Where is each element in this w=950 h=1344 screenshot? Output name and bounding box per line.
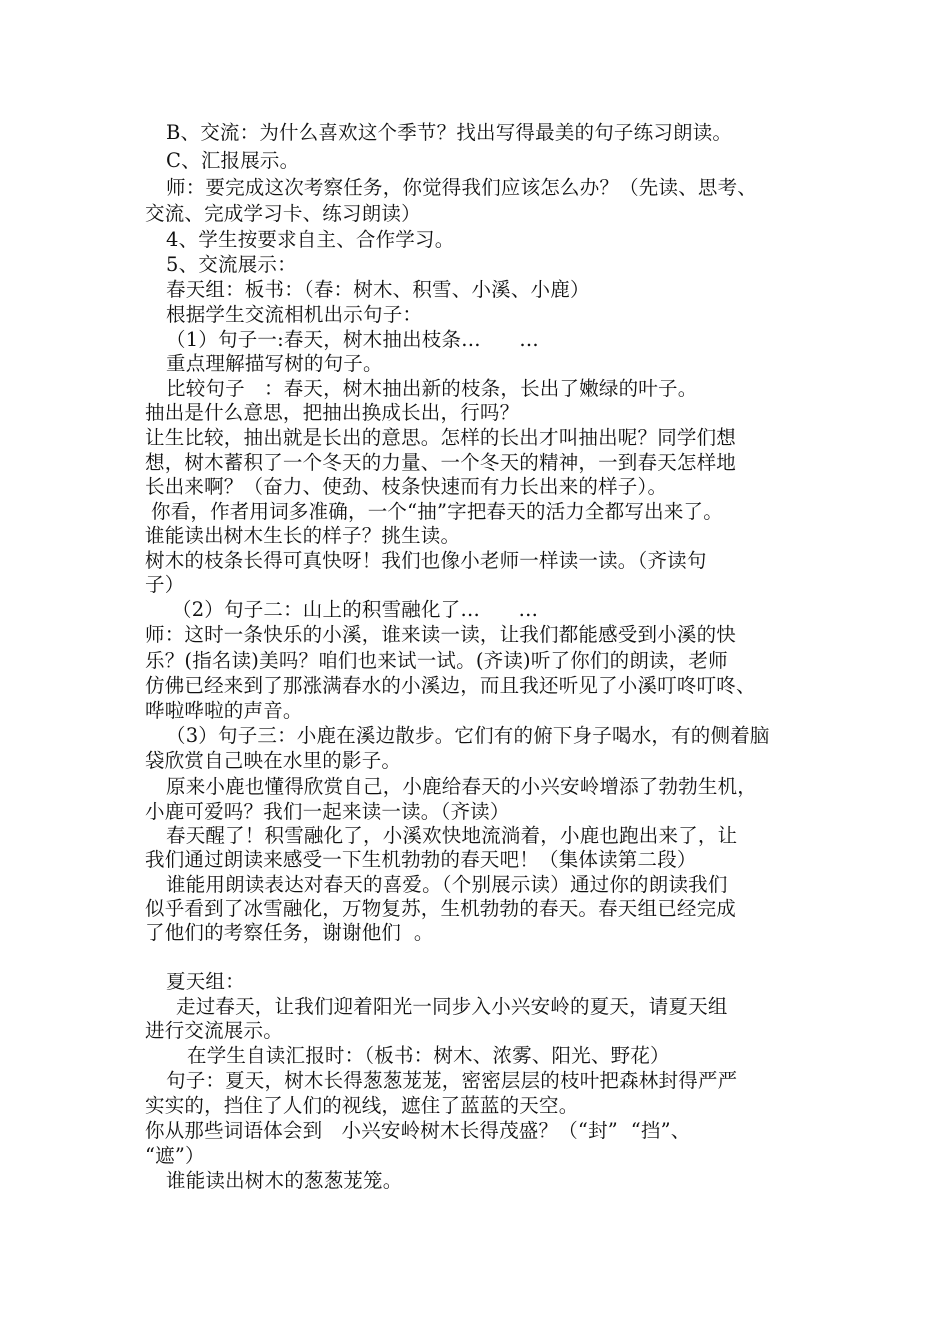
text-line: 哗啦哗啦的声音。 [145, 699, 303, 722]
text-line: 仿佛已经来到了那涨满春水的小溪边，而且我还听见了小溪叮咚叮咚、 [145, 674, 756, 697]
text-line: 想，树木蓄积了一个冬天的力量、一个冬天的精神，一到春天怎样地 [145, 451, 737, 474]
text-line: 夏天组： [166, 970, 245, 993]
text-line: 比较句子 ：春天，树木抽出新的枝条，长出了嫩绿的叶子。 [166, 377, 698, 400]
text-line: 让生比较，抽出就是长出的意思。怎样的长出才叫抽出呢？同学们想 [145, 426, 737, 449]
text-line: 走过春天，让我们迎着阳光一同步入小兴安岭的夏天，请夏天组 [176, 995, 728, 1018]
text-line: 根据学生交流相机出示句子： [166, 303, 423, 326]
text-line: 你从那些词语体会到 小兴安岭树木长得茂盛？（“封” “挡”、 [145, 1119, 691, 1142]
text-line: 了他们的考察任务，谢谢他们 。 [145, 921, 434, 944]
text-line: 你看，作者用词多准确，一个“抽”字把春天的活力全都写出来了。 [151, 500, 723, 523]
text-line: 谁能读出树木生长的样子？挑生读。 [145, 524, 461, 547]
text-line: 似乎看到了冰雪融化，万物复苏，生机勃勃的春天。春天组已经完成 [145, 897, 737, 920]
text-line: 实实的，挡住了人们的视线，遮住了蓝蓝的天空。 [145, 1094, 579, 1117]
text-line: C、汇报展示。 [166, 149, 300, 172]
text-line: 师：这时一条快乐的小溪，谁来读一读，让我们都能感受到小溪的快 [145, 623, 737, 646]
text-line: 谁能用朗读表达对春天的喜爱。（个别展示读）通过你的朗读我们 [166, 873, 728, 896]
text-line: 春天组：板书：（春：树木、积雪、小溪、小鹿） [166, 278, 590, 301]
text-line: 重点理解描写树的句子。 [166, 352, 383, 375]
text-line: 乐？(指名读)美吗？咱们也来试一试。(齐读)听了你们的朗读，老师 [145, 649, 728, 672]
text-line: 春天醒了！积雪融化了，小溪欢快地流淌着，小鹿也跑出来了，让 [166, 824, 738, 847]
text-line: 袋欣赏自己映在水里的影子。 [145, 749, 402, 772]
text-line: 原来小鹿也懂得欣赏自己，小鹿给春天的小兴安岭增添了勃勃生机， [166, 775, 758, 798]
text-line: （1）句子一:春天，树木抽出枝条… … [166, 328, 539, 351]
text-line: 4、学生按要求自主、合作学习。 [166, 228, 455, 251]
text-line: 句子：夏天，树木长得葱葱茏茏，密密层层的枝叶把森林封得严严 [166, 1069, 738, 1092]
text-line: 5、交流展示： [166, 253, 297, 276]
text-line: （2）句子二：山上的积雪融化了… … [172, 598, 539, 621]
text-line: （3）句子三：小鹿在溪边散步。它们有的俯下身子喝水，有的侧着脑 [166, 724, 770, 747]
text-line: 子） [145, 573, 185, 596]
text-line: 抽出是什么意思，把抽出换成长出，行吗？ [145, 401, 520, 424]
text-line: 谁能读出树木的葱葱茏笼。 [166, 1169, 403, 1192]
text-line: 师：要完成这次考察任务，你觉得我们应该怎么办？（先读、思考、 [166, 176, 758, 199]
text-line: 长出来啊？（奋力、使劲、枝条快速而有力长出来的样子）。 [145, 475, 668, 498]
text-line: 进行交流展示。 [145, 1019, 283, 1042]
text-line: 我们通过朗读来感受一下生机勃勃的春天吧！（集体读第二段） [145, 848, 697, 871]
text-line: B、交流：为什么喜欢这个季节？找出写得最美的句子练习朗读。 [166, 121, 733, 144]
text-line: 树木的枝条长得可真快呀！我们也像小老师一样读一读。（齐读句 [145, 549, 707, 572]
text-line: “遮”） [145, 1144, 205, 1167]
text-line: 交流、完成学习卡、练习朗读） [145, 202, 421, 225]
text-line: 在学生自读汇报时：（板书：树木、浓雾、阳光、野花） [187, 1044, 670, 1067]
text-line: 小鹿可爱吗？我们一起来读一读。（齐读） [145, 800, 510, 823]
